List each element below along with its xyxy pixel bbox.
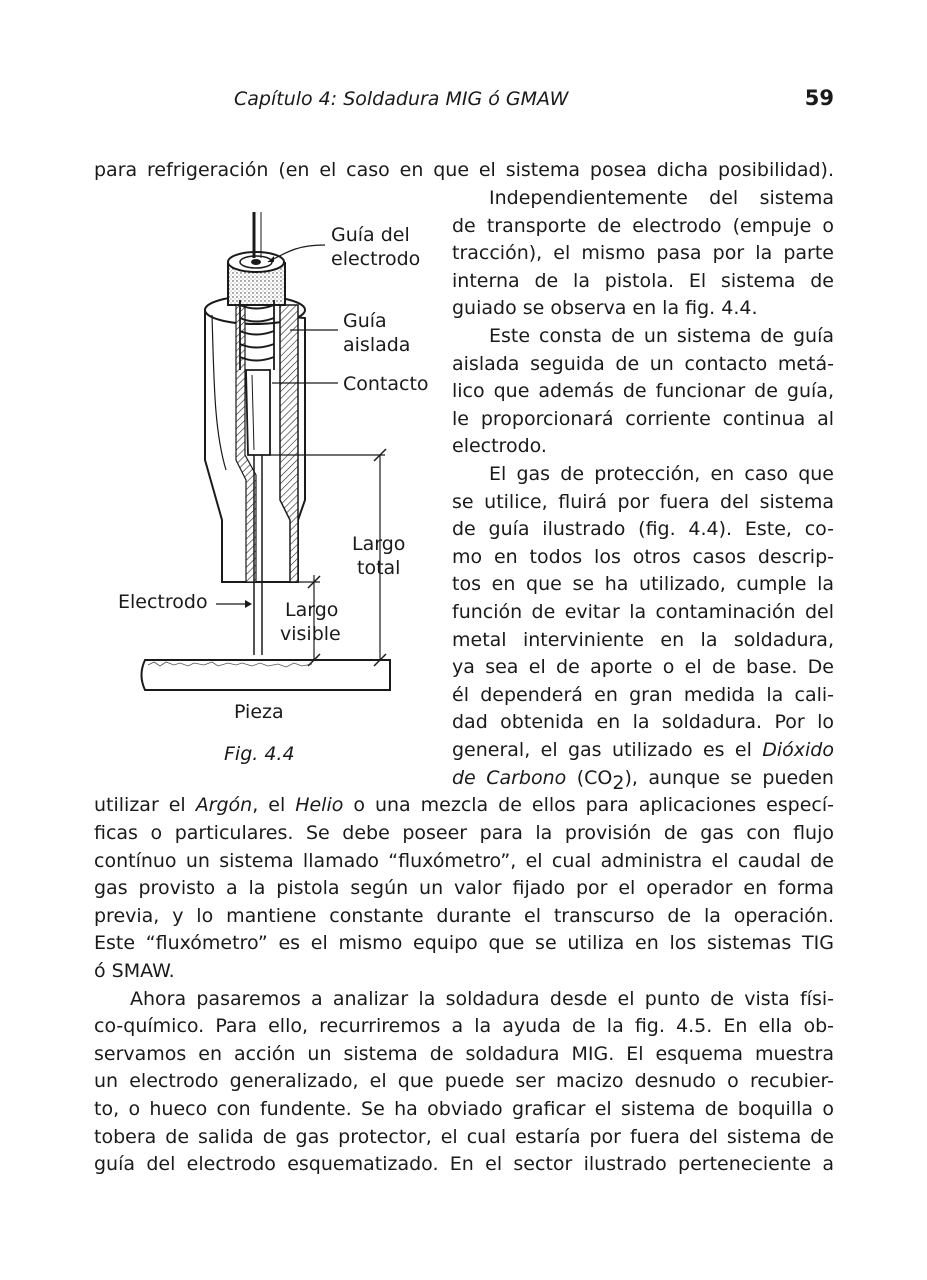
figure-caption: Fig. 4.4 (224, 743, 295, 765)
text-line: dad obtenida en la soldadura. Por lo (452, 711, 834, 733)
text-line: ficas o particulares. Se debe poseer para la provisión de gas con flujo (94, 822, 834, 844)
text-line: Este consta de un sistema de guía (489, 325, 834, 347)
text-line: para refrigeración (en el caso en que el sistema posea dicha posibilidad). (94, 159, 834, 181)
text-line: Independientemente del sistema (489, 187, 834, 209)
text-line: guiado se observa en la fig. 4.4. (452, 297, 758, 319)
text-line: le proporcionará corriente continua al (452, 408, 834, 430)
workpiece (142, 660, 391, 690)
text-line: interna de la pistola. El sistema de (452, 270, 834, 292)
text-line: ó SMAW. (94, 960, 175, 982)
text-line: función de evitar la contaminación del (452, 601, 834, 623)
text-line: general, el gas utilizado es el Dióxido (452, 739, 834, 761)
text-line: tos en que se ha utilizado, cumple la (452, 573, 834, 595)
text-line: contínuo un sistema llamado “fluxómetro”, el cual administra el caudal de (94, 850, 834, 872)
text-line: de guía ilustrado (fig. 4.4). Este, co- (452, 518, 834, 540)
italic-term: de Carbono (452, 767, 567, 789)
label-electrodo: Electrodo (118, 591, 208, 613)
text-line: aislada seguida de un contacto metá- (452, 353, 834, 375)
label-guia-electrodo-2: electrodo (331, 248, 421, 270)
text-line: de Carbono $(CO_2)$, aunque se pueden (452, 767, 834, 794)
label-guia-electrodo-1: Guía del (331, 224, 410, 246)
text-line: El gas de protección, en caso que (489, 463, 834, 485)
text-line: se utilice, fluirá por fuera del sistema (452, 491, 834, 513)
text-line: electrodo. (452, 435, 547, 457)
text-line: mo en todos los otros casos descrip- (452, 546, 834, 568)
text-line: guía del electrodo esquematizado. En el sector ilustrado perteneciente a (94, 1153, 834, 1175)
italic-term: Helio (295, 794, 344, 816)
text-line: de transporte de electrodo (empuje o (452, 215, 834, 237)
text-line: tobera de salida de gas protector, el cual estaría por fuera del sistema de (94, 1126, 834, 1148)
text-line: to, o hueco con fundente. Se ha obviado graficar el sistema de boquilla o (94, 1098, 834, 1120)
text-line: él dependerá en gran medida la cali- (452, 684, 834, 706)
text-line: metal interviniente en la soldadura, (452, 629, 834, 651)
text-line: co-químico. Para ello, recurriremos a la ayuda de la fig. 4.5. En ella ob- (94, 1015, 834, 1037)
label-largo-visible-2: visible (280, 623, 341, 645)
italic-term: Argón (195, 794, 253, 816)
label-largo-visible-1: Largo (285, 599, 339, 621)
running-title: Capítulo 4: Soldadura MIG ó GMAW (234, 88, 569, 110)
label-largo-total-1: Largo (352, 533, 406, 555)
contact-tip (246, 370, 270, 455)
text-line: lico que además de funcionar de guía, (452, 380, 834, 402)
text-line: Ahora pasaremos a analizar la soldadura desde el punto de vista físi- (130, 988, 834, 1010)
text-line: un electrodo generalizado, el que puede ser macizo desnudo o recubier- (94, 1070, 834, 1092)
italic-term: Dióxido (762, 739, 834, 761)
label-largo-total-2: total (357, 557, 401, 579)
text-line: previa, y lo mantiene constante durante el transcurso de la operación. (94, 905, 834, 927)
text-line: Este “fluxómetro” es el mismo equipo que se utiliza en los sistemas TIG (94, 932, 834, 954)
text-line: ya sea el de aporte o el de base. De (452, 656, 834, 678)
page-number: 59 (804, 86, 834, 110)
text-line: utilizar el Argón, el Helio o una mezcla de ellos para aplicaciones especí- (94, 794, 835, 816)
text-line: gas provisto a la pistola según un valor fijado por el operador en forma (94, 877, 834, 899)
label-pieza: Pieza (234, 701, 284, 723)
label-contacto: Contacto (343, 373, 429, 395)
text-line: tracción), el mismo pasa por la parte (452, 242, 834, 264)
subscript: 2 (612, 771, 625, 794)
text-line: servamos en acción un sistema de soldadura MIG. El esquema muestra (94, 1043, 834, 1065)
label-guia-aislada-1: Guía (343, 310, 387, 332)
label-guia-aislada-2: aislada (343, 334, 411, 356)
